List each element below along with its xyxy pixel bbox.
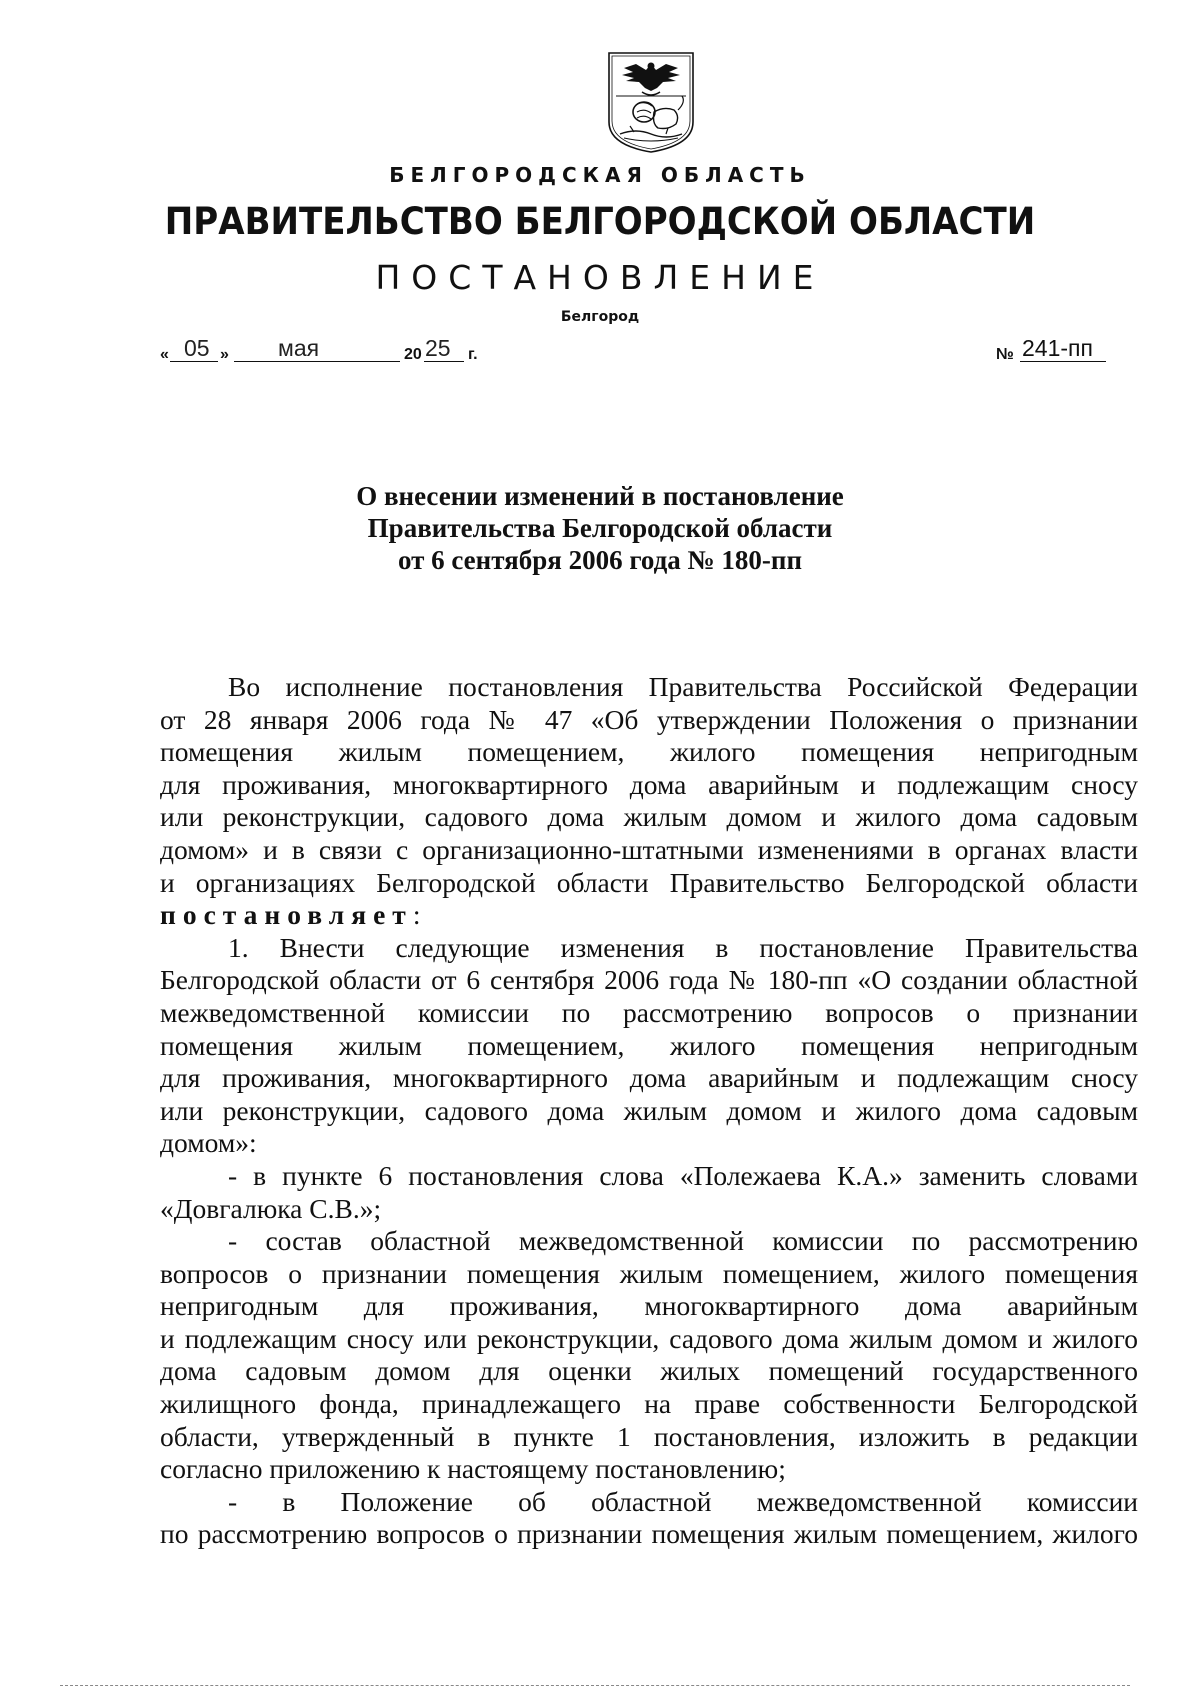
- body-line: вопросов о признании помещения жилым помещением, жилого помещения: [160, 1257, 1138, 1289]
- body-line: по рассмотрению вопросов о признании помещения жилым помещением, жилого: [160, 1518, 1138, 1550]
- resolution-keyword: постановляет: [160, 899, 413, 931]
- body-line: Во исполнение постановления Правительства Российской Федерации: [228, 671, 1138, 702]
- date-year-prefix: 20: [404, 346, 422, 363]
- body-line: или реконструкции, садового дома жилым домом и жилого дома садовым: [160, 1094, 1138, 1126]
- body-line: межведомственной комиссии по рассмотрению вопросов о признании: [160, 996, 1138, 1028]
- title-line: от 6 сентября 2006 года № 180-пп: [397, 545, 803, 575]
- coat-of-arms-emblem: [606, 50, 696, 155]
- title-line: О внесении изменений в постановление: [356, 481, 844, 511]
- document-title: [0, 480, 1200, 576]
- body-line: домом»:: [160, 1127, 257, 1159]
- body-line: для проживания, многоквартирного дома аварийным и подлежащим сносу: [160, 768, 1138, 800]
- body-line: - состав областной межведомственной комиссии по рассмотрению: [228, 1225, 1138, 1257]
- body-line: области, утвержденный в пункте 1 постановления, изложить в редакции: [160, 1420, 1138, 1452]
- date-day: 05: [184, 335, 210, 361]
- date-close-quote: »: [220, 346, 229, 363]
- body-line: жилищного фонда, принадлежащего на праве собственности Белгородской: [160, 1388, 1138, 1420]
- year-underline: [424, 361, 464, 362]
- date-year-suffix: 25: [425, 335, 451, 361]
- document-body: [160, 671, 1138, 1551]
- body-line: 1. Внести следующие изменения в постановление Правительства: [228, 931, 1138, 963]
- number-underline: [1020, 361, 1106, 362]
- body-line: от 28 января 2006 года № 47 «Об утверждении Положения о признании: [160, 703, 1138, 735]
- body-line: для проживания, многоквартирного дома аварийным и подлежащим сносу: [160, 1062, 1138, 1094]
- date-month: мая: [278, 335, 320, 361]
- body-line: непригодным для проживания, многоквартирного дома аварийным: [160, 1290, 1138, 1322]
- title-line: Правительства Белгородской области: [367, 513, 833, 543]
- body-line: Белгородской области от 6 сентября 2006 года № 180-пп «О создании областной: [160, 964, 1138, 996]
- date-year-mark: г.: [468, 346, 478, 363]
- body-line: - в Положение об областной межведомственной комиссии: [228, 1485, 1138, 1517]
- body-line: помещения жилым помещением, жилого помещения непригодным: [160, 736, 1138, 768]
- date-open-quote: «: [160, 346, 169, 363]
- resolution-colon: :: [412, 899, 421, 931]
- number-prefix: №: [996, 346, 1014, 363]
- month-underline: [234, 361, 400, 362]
- day-underline: [170, 361, 218, 362]
- body-line: домом» и в связи с организационно-штатными изменениями в органах власти: [160, 833, 1138, 865]
- document-number: [996, 334, 1116, 364]
- city-name: Белгород: [560, 309, 640, 325]
- government-name: ПРАВИТЕЛЬСТВО БЕЛГОРОДСКОЙ ОБЛАСТИ: [164, 200, 1036, 243]
- body-line: помещения жилым помещением, жилого помещения непригодным: [160, 1029, 1138, 1061]
- resolution-keyword-line: [160, 899, 1138, 932]
- document-type: ПОСТАНОВЛЕНИЕ: [375, 258, 825, 297]
- body-line: и организациях Белгородской области Правительство Белгородской области: [160, 866, 1138, 898]
- body-line: дома садовым домом для оценки жилых помещений государственного: [160, 1355, 1138, 1387]
- region-name: БЕЛГОРОДСКАЯ ОБЛАСТЬ: [389, 163, 811, 187]
- body-line: - в пункте 6 постановления слова «Полежаева К.А.» заменить словами: [228, 1159, 1138, 1191]
- body-line: и подлежащим сносу или реконструкции, садового дома жилым домом и жилого: [160, 1322, 1138, 1354]
- scan-bottom-edge: [60, 1685, 1130, 1686]
- body-line: или реконструкции, садового дома жилым домом и жилого дома садовым: [160, 801, 1138, 833]
- number-value: 241-пп: [1022, 335, 1093, 361]
- body-line: согласно приложению к настоящему постановлению;: [160, 1453, 786, 1485]
- body-line: «Довгалюка С.В.»;: [160, 1192, 382, 1224]
